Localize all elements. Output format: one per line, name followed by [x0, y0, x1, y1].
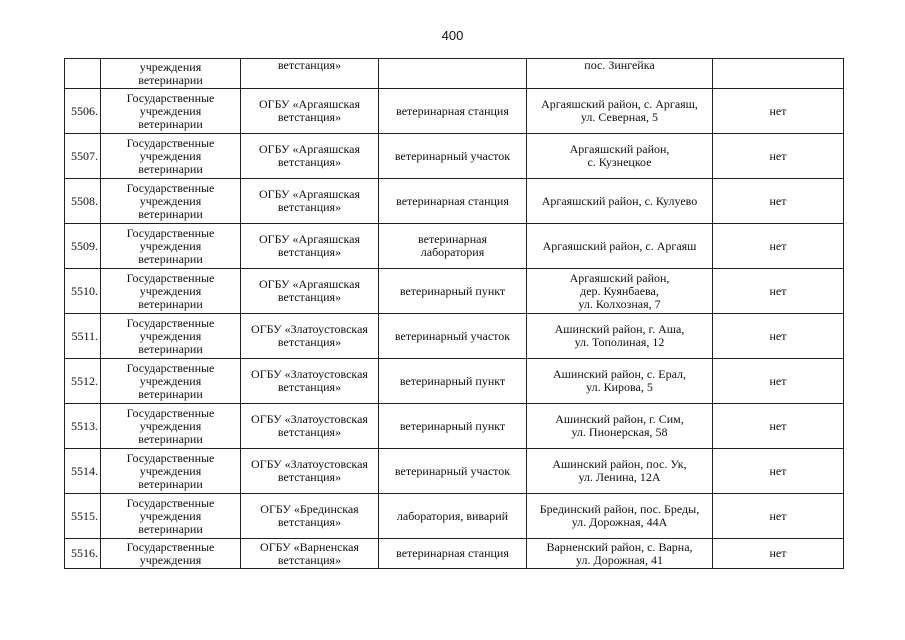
cell-facility [379, 59, 527, 89]
cell-status: нет [713, 314, 844, 359]
cell-institution-type: Государственные учреждения ветеринарии [101, 404, 241, 449]
table-row [65, 269, 844, 314]
cell-address: пос. Зингейка [527, 59, 713, 89]
cell-address: Ашинский район, г. Сим, ул. Пионерская, 58 [527, 404, 713, 449]
cell-facility: ветеринарный пункт [379, 404, 527, 449]
table-row [65, 224, 844, 269]
cell-address: Аргаяшский район, с. Аргаяш, ул. Северная, 5 [527, 89, 713, 134]
cell-number: 5509. [65, 224, 101, 269]
cell-number: 5515. [65, 494, 101, 539]
cell-organization: ОГБУ «Златоустовская ветстанция» [241, 404, 379, 449]
cell-address: Аргаяшский район, с. Аргаяш [527, 224, 713, 269]
cell-facility: лаборатория, виварий [379, 494, 527, 539]
table-row [65, 449, 844, 494]
cell-organization: ОГБУ «Брединская ветстанция» [241, 494, 379, 539]
cell-institution-type: Государственные учреждения ветеринарии [101, 314, 241, 359]
registry-table-body [65, 59, 844, 569]
cell-number: 5510. [65, 269, 101, 314]
table-row [65, 539, 844, 569]
cell-address: Аргаяшский район, дер. Куянбаева, ул. Колхозная, 7 [527, 269, 713, 314]
cell-organization: ОГБУ «Златоустовская ветстанция» [241, 359, 379, 404]
cell-status: нет [713, 179, 844, 224]
cell-institution-type: Государственные учреждения ветеринарии [101, 494, 241, 539]
table-row-continuation [65, 59, 844, 89]
page-number: 400 [441, 28, 464, 43]
cell-organization: ОГБУ «Варненская ветстанция» [241, 539, 379, 569]
cell-address: Ашинский район, с. Ерал, ул. Кирова, 5 [527, 359, 713, 404]
cell-address: Аргаяшский район, с. Кузнецкое [527, 134, 713, 179]
cell-facility: ветеринарная станция [379, 89, 527, 134]
cell-status: нет [713, 359, 844, 404]
cell-number: 5511. [65, 314, 101, 359]
cell-status: нет [713, 404, 844, 449]
cell-facility: ветеринарная станция [379, 539, 527, 569]
cell-number: 5513. [65, 404, 101, 449]
cell-institution-type: Государственные учреждения ветеринарии [101, 89, 241, 134]
cell-organization: ОГБУ «Аргаяшская ветстанция» [241, 134, 379, 179]
table-row [65, 359, 844, 404]
cell-organization: ветстанция» [241, 59, 379, 89]
cell-facility: ветеринарная станция [379, 179, 527, 224]
cell-institution-type: Государственные учреждения ветеринарии [101, 449, 241, 494]
cell-institution-type: Государственные учреждения [101, 539, 241, 569]
cell-number: 5508. [65, 179, 101, 224]
table-row [65, 179, 844, 224]
cell-facility: ветеринарный пункт [379, 359, 527, 404]
cell-facility: ветеринарный участок [379, 134, 527, 179]
cell-status: нет [713, 494, 844, 539]
cell-address: Ашинский район, пос. Ук, ул. Ленина, 12А [527, 449, 713, 494]
table-row [65, 404, 844, 449]
cell-status: нет [713, 224, 844, 269]
cell-address: Варненский район, с. Варна, ул. Дорожная, 41 [527, 539, 713, 569]
cell-institution-type: Государственные учреждения ветеринарии [101, 134, 241, 179]
registry-table [64, 58, 844, 569]
cell-institution-type: Государственные учреждения ветеринарии [101, 224, 241, 269]
cell-organization: ОГБУ «Аргаяшская ветстанция» [241, 269, 379, 314]
cell-institution-type: Государственные учреждения ветеринарии [101, 359, 241, 404]
cell-facility: ветеринарный участок [379, 449, 527, 494]
cell-facility: ветеринарный пункт [379, 269, 527, 314]
cell-address: Брединский район, пос. Бреды, ул. Дорожная, 44А [527, 494, 713, 539]
table-row [65, 314, 844, 359]
cell-number: 5516. [65, 539, 101, 569]
cell-number: 5512. [65, 359, 101, 404]
cell-facility: ветеринарный участок [379, 314, 527, 359]
cell-status: нет [713, 449, 844, 494]
cell-organization: ОГБУ «Златоустовская ветстанция» [241, 449, 379, 494]
table-row [65, 494, 844, 539]
cell-institution-type: учреждения ветеринарии [101, 59, 241, 89]
cell-organization: ОГБУ «Златоустовская ветстанция» [241, 314, 379, 359]
cell-number: 5514. [65, 449, 101, 494]
cell-number: 5507. [65, 134, 101, 179]
cell-facility: ветеринарная лаборатория [379, 224, 527, 269]
table-row [65, 134, 844, 179]
cell-organization: ОГБУ «Аргаяшская ветстанция» [241, 179, 379, 224]
cell-status: нет [713, 539, 844, 569]
cell-status: нет [713, 89, 844, 134]
cell-status: нет [713, 269, 844, 314]
cell-status [713, 59, 844, 89]
cell-status: нет [713, 134, 844, 179]
cell-institution-type: Государственные учреждения ветеринарии [101, 269, 241, 314]
cell-address: Ашинский район, г. Аша, ул. Тополиная, 12 [527, 314, 713, 359]
cell-institution-type: Государственные учреждения ветеринарии [101, 179, 241, 224]
cell-organization: ОГБУ «Аргаяшская ветстанция» [241, 224, 379, 269]
table-row [65, 89, 844, 134]
cell-address: Аргаяшский район, с. Кулуево [527, 179, 713, 224]
cell-number: 5506. [65, 89, 101, 134]
cell-organization: ОГБУ «Аргаяшская ветстанция» [241, 89, 379, 134]
cell-number [65, 59, 101, 89]
